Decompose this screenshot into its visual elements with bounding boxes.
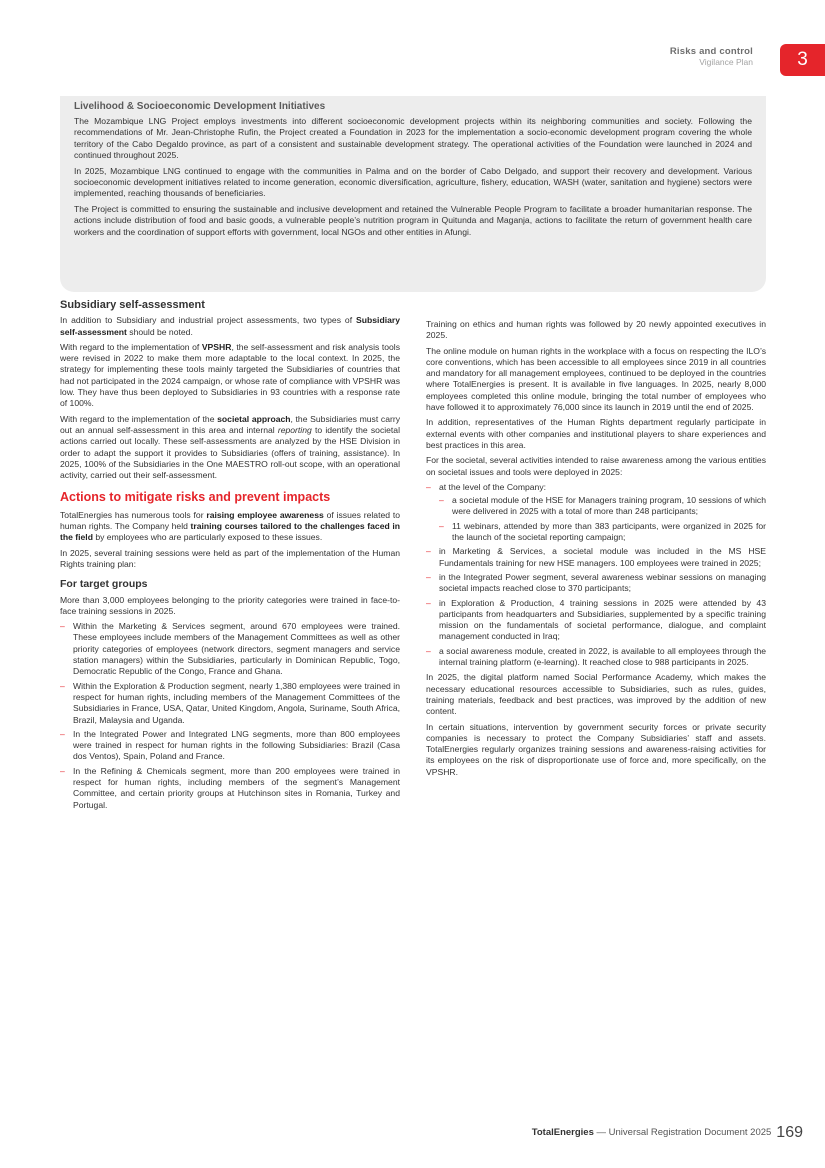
list-item: – In the Refining & Chemicals segment, more than 200 employees were trained in respect for human rights, including members of the segment’s Management Committee, and certain priority groups at Hutchinson sites in Romania, Turkey and Portugal. [60, 766, 400, 811]
heading-self-assessment: Subsidiary self-assessment [60, 299, 205, 311]
header-subsection: Vigilance Plan [699, 57, 753, 67]
header-section: Risks and control [669, 46, 753, 57]
paragraph: In 2025, the digital platform named Social Performance Academy, which makes the necessary educational resources accessible to Subsidiaries, such as rules, guides, training materials, feedback and best practices, was improved by the addition of new content. [426, 672, 766, 717]
box-title: Livelihood & Socioeconomic Development Initiatives [74, 101, 326, 112]
paragraph: For the societal, several activities intended to raise awareness among the various entities on societal issues and tools were deployed in 2025: [426, 455, 766, 477]
list-item: – in the Integrated Power segment, several awareness webinar sessions on managing societal impacts reached close to 370 participants; [426, 572, 766, 595]
list-item: – at the level of the Company: – a societal module of the HSE for Managers training program, 10 sessions of which were delivered in 2025 with a total of more than 248 participants; – 11 webinars, attended by more than 383 participants, were organized in 2025 for the launch of the societal reporting campaign; [426, 482, 766, 543]
heading-actions: Actions to mitigate risks and prevent impacts [60, 490, 331, 505]
list-item: – in Exploration & Production, 4 training sessions in 2025 were attended by 43 participants from headquarters and Subsidiaries, supplemented by a specific training mission on the fundamentals of societal performance, dialogue, and complaint management conducted in Iraq; [426, 598, 766, 643]
paragraph: In certain situations, intervention by government security forces or private security companies is necessary to protect the Company Subsidiaries’ staff and assets. TotalEnergies regularly organizes training sessions and awareness-raising activities for its employees on the risk of disproportionate use of force and, more specifically, on the VPSHR. [426, 721, 766, 777]
paragraph: Training on ethics and human rights was followed by 20 newly appointed executives in 2025. [426, 319, 766, 341]
box-paragraph: In 2025, Mozambique LNG continued to engage with the communities in Palma and on the border of Cabo Delgado, and support their recovery and development. Various socioeconomic development initiatives related to income generation, economic diversification, agriculture, fishery, education, WASH (water, sanitation and hygiene) sectors were implemented, reaching thousands of beneficiaries. [74, 165, 752, 199]
paragraph: More than 3,000 employees belonging to the priority categories were trained in face-to-face training sessions in 2025. [60, 594, 400, 616]
list-item: – a social awareness module, created in 2022, is available to all employees through the internal training platform (e-learning). It reached close to 988 participants in 2025. [426, 646, 766, 669]
paragraph: TotalEnergies has numerous tools for raising employee awareness of issues related to human rights. The Company held training courses tailored to the challenges faced in the field by employees who are particularly exposed to these issues. [60, 509, 401, 543]
footer-brand: TotalEnergies [531, 1127, 594, 1138]
paragraph: With regard to the implementation of VPSHR, the self-assessment and risk analysis tools were revised in 2022 to make them more adaptable to the local context. In 2025, the strategy for implementing these tools mainly targeted the Subsidiaries of countries that had not participated in the 2024 campaign, or whose rate of compliance with VPSHR was low. They have thus been deployed to Subsidiaries in 93 countries with a response rate of 100%. [60, 341, 400, 409]
paragraph: In addition to Subsidiary and industrial project assessments, two types of Subsidiary self-assessment should be noted. [60, 315, 400, 337]
page-footer [532, 1124, 803, 1142]
company-sublist [439, 495, 766, 543]
box-paragraph: The Mozambique LNG Project employs investments into different socioeconomic development projects within its neighboring communities and society. Following the recommendations of Mr. Jean-Christophe Rufin, the Project created a Foundation in 2023 for the implementation a socio-economic development program covering the whole territory of the Cabo Degaldo province, as part of a consistent and sustainable development strategy. The operational activities of the Foundation were launched in 2024 and continued throughout 2025. [74, 116, 752, 161]
box-paragraph: The Project is committed to ensuring the sustainable and inclusive development and retained the Vulnerable People Program to facilitate a broader humanitarian response. The actions include distribution of food and basic goods, a vulnerable people’s nutrition program in Quitunda and Maganja, actions to facilitate the return of government health care workers and the coordination of support efforts with government, local NGOs and other entities in Afungi. [74, 203, 752, 237]
list-item: – Within the Marketing & Services segment, around 670 employees were trained. These employees include members of the Management Committees as well as other priority categories of employees (network directors, segment managers and service station managers) within the Subsidiaries, particularly in Dominican Republic, Togo, Democratic Republic of the Congo, France and Ghana. [60, 621, 400, 677]
paragraph: With regard to the implementation of the societal approach, the Subsidiaries must carry out an annual self-assessment in this area and internal reporting to identify the societal actions carried out locally. These self-assessments are analyzed by the HSE Division in order to adapt the support it provides to Subsidiaries (offers of training, assistance). In 2025, 100% of the Subsidiaries in the One MAESTRO roll-out scope, with an operational activity, carried out their self-assessment. [60, 413, 400, 481]
target-group-list [60, 621, 400, 811]
paragraph: In 2025, several training sessions were held as part of the implementation of the Human Rights training plan: [60, 547, 400, 569]
livelihood-box [60, 96, 766, 292]
page-header [670, 46, 753, 68]
list-item: – Within the Exploration & Production segment, nearly 1,380 employees were trained in respect for human rights, including members of the Management Committees of the Subsidiaries in France, USA, Qatar, United Kingdom, Angola, Suriname, South Africa, Brazil, Malaysia and Uganda. [60, 681, 400, 726]
list-item: – in Marketing & Services, a societal module was included in the MS HSE Fundamentals training for new HSE managers. 100 employees were trained in 2025; [426, 546, 766, 569]
left-column [60, 300, 400, 815]
paragraph: In addition, representatives of the Human Rights department regularly participate in external events with other companies and institutional players to share experiences and best practices in this area. [426, 417, 766, 450]
page-number: 169 [776, 1124, 803, 1141]
heading-target-groups: For target groups [60, 578, 148, 591]
chapter-number-tab: 3 [780, 44, 825, 76]
societal-activities-list [426, 482, 766, 668]
list-item: – 11 webinars, attended by more than 383 participants, were organized in 2025 for the launch of the societal reporting campaign; [439, 521, 766, 544]
list-item: – a societal module of the HSE for Managers training program, 10 sessions of which were delivered in 2025 with a total of more than 248 participants; [439, 495, 766, 518]
footer-document-title: — Universal Registration Document 2025 [593, 1127, 772, 1138]
list-item: – In the Integrated Power and Integrated LNG segments, more than 800 employees were trained in respect for human rights in the following Subsidiaries: Brazil (Casa dos Ventos), Spain, Poland and France. [60, 729, 400, 763]
paragraph: The online module on human rights in the workplace with a focus on respecting the ILO’s core conventions, which has been accessible to all employees since 2019 in all countries and mandatory for all management employees, continued to be deployed in the countries where TotalEnergies is present. It is available in five languages. In 2025, nearly 8,000 employees completed this online module, bringing the total number of employees who have followed it to approximately 76,000 since its launch in 2019 until the end of 2025. [426, 345, 766, 413]
right-column [426, 319, 766, 782]
